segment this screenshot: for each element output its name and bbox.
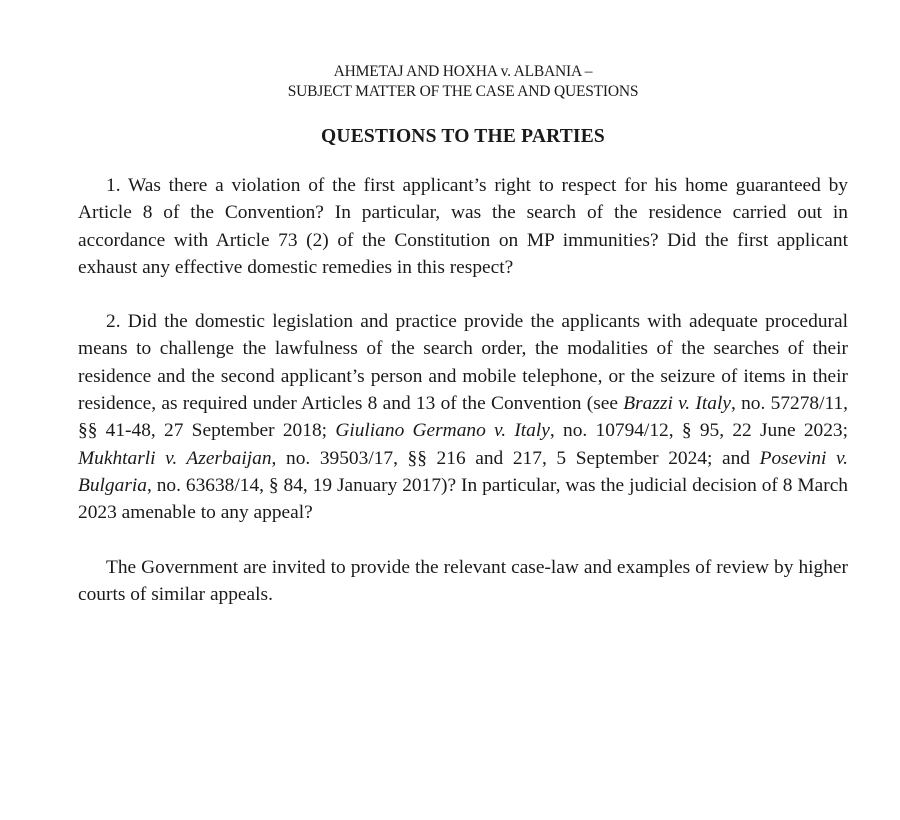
question-1 <box>78 172 848 281</box>
section-heading: QUESTIONS TO THE PARTIES <box>321 126 605 147</box>
case-citation: Mukhtarli v. Azerbaijan <box>78 447 272 469</box>
question-2-text-part: Did the domestic legislation and practice provide the applicants with adequate procedural means to challenge the lawfulness of the search order, the modalities of the searches of their residence and the second applicant’s person and mobile telephone, or the seizure of items in their residence, as required under Articles 8 and 13 of the Convention (see <box>78 311 848 415</box>
question-2-text-part: , no. 57278/11, §§ 41-48, 27 September 2018; <box>78 393 848 442</box>
case-citation: Brazzi v. Italy <box>623 393 731 415</box>
question-2-text-part: , no. 63638/14, § 84, 19 January 2017)? In particular, was the judicial decision of 8 March 2023 amenable to any appeal? <box>78 474 848 524</box>
question-1-number: 1. <box>106 175 121 196</box>
question-2-number: 2. <box>106 311 121 333</box>
case-citation: Posevini v. Bulgaria <box>78 447 849 496</box>
closing-paragraph: The Government are invited to provide the relevant case-law and examples of review by higher courts of similar appeals. <box>78 556 848 605</box>
question-1-text: Was there a violation of the first applicant’s right to respect for his home guaranteed by Article 8 of the Convention? In particular, was the search of the residence carried out in accordance with Article 73 (2) of the Constitution on MP immunities? Did the first applicant exhaust any effective domestic remedies in this respect? <box>78 175 848 278</box>
running-head-section: SUBJECT MATTER OF THE CASE AND QUESTIONS <box>287 83 639 100</box>
question-2-text-part: , no. 10794/12, § 95, 22 June 2023; <box>549 420 848 442</box>
question-2-text-part: , no. 39503/17, §§ 216 and 217, 5 September 2024; and <box>271 447 760 469</box>
document-page <box>78 62 848 608</box>
running-head-case-title: AHMETAJ AND HOXHA v. ALBANIA – <box>333 63 593 80</box>
running-head <box>78 62 848 102</box>
case-citation: Giuliano Germano v. Italy <box>335 420 550 442</box>
question-2 <box>78 308 848 526</box>
